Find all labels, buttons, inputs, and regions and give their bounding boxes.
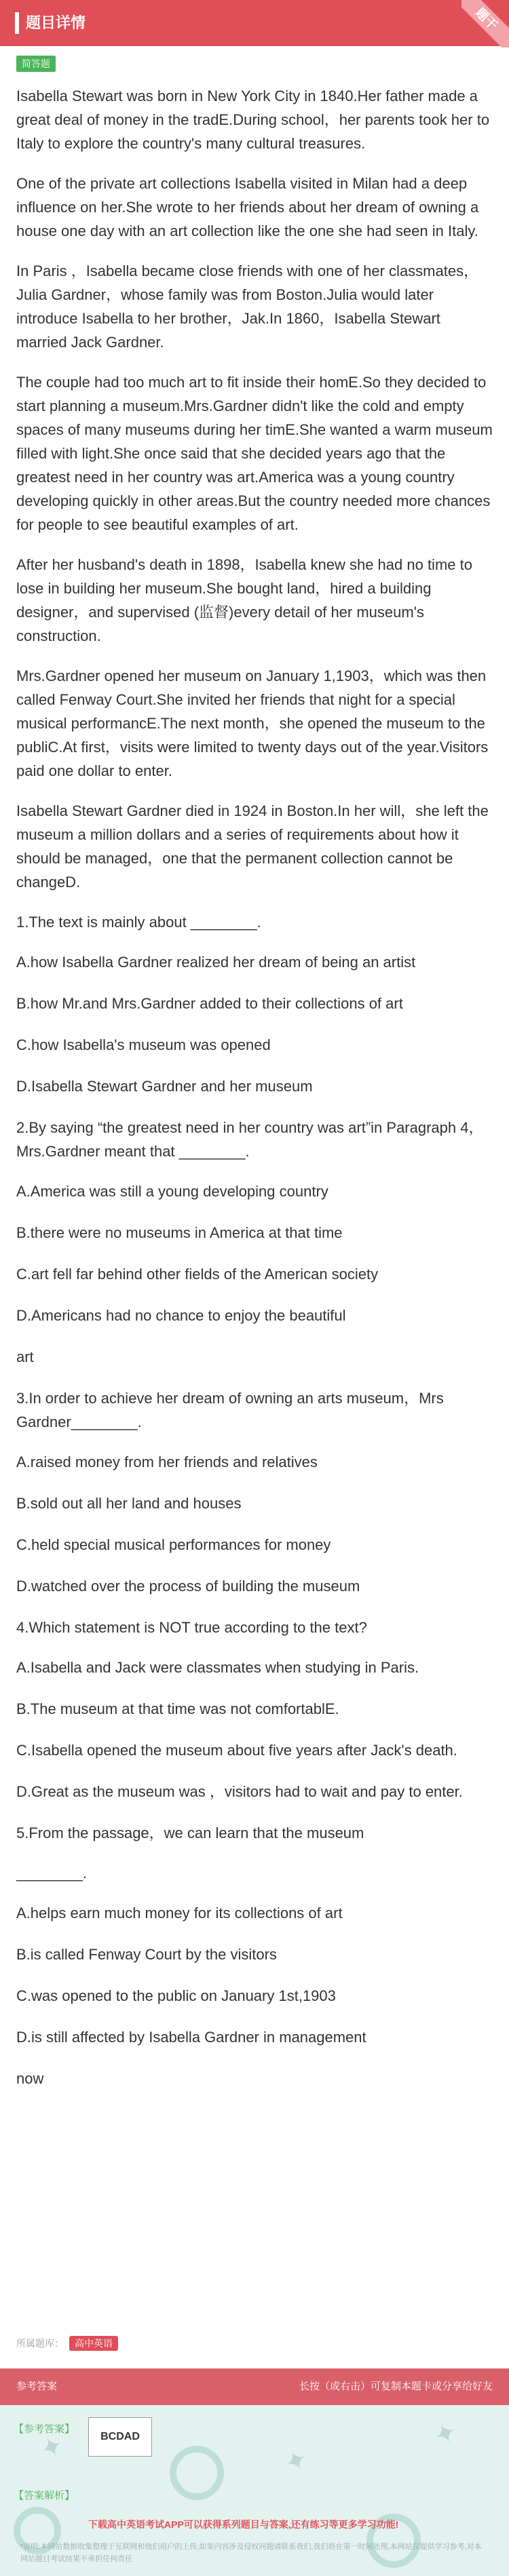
source-line	[16, 2336, 118, 2351]
answer-label: 【参考答案】	[14, 2423, 75, 2435]
passage-paragraph: The couple had too much art to fit inside their homE.So they decided to start planning a museum.Mrs.Gardner didn't like the cold and empty spaces of many museums during her timE.She wanted a warm museum filled with light.She once said that she decided years ago that the greatest need in her country was art.America was a young country developing quickly in other areas.But the country needed more chances for people to see beautiful examples of art.	[16, 374, 493, 533]
question-stem: 2.By saying “the greatest need in her country was art”in Paragraph 4，Mrs.Gardner meant that ________.	[16, 1119, 484, 1160]
question-option: D.is still affected by Isabella Gardner in management	[16, 2029, 366, 2046]
answer-image: BCDAD	[88, 2417, 152, 2457]
question-option: A.how Isabella Gardner realized her dream of being an artist	[16, 954, 416, 971]
question-stem: 4.Which statement is NOT true according to the text?	[16, 1619, 367, 1636]
question-option: B.there were no museums in America at that time	[16, 1224, 343, 1241]
question-option: D.Isabella Stewart Gardner and her museum	[16, 1078, 313, 1095]
question-option: D.Americans had no chance to enjoy the beautiful	[16, 1307, 346, 1324]
question-content	[16, 84, 493, 2108]
watermark-icon: ✦	[429, 2415, 463, 2453]
watermark-icon: ✦	[35, 2429, 69, 2467]
question-option: B.how Mr.and Mrs.Gardner added to their collections of art	[16, 995, 403, 1012]
corner-ribbon	[461, 0, 509, 47]
answer-area	[0, 2405, 509, 2576]
question-stem: 5.From the passage，we can learn that the museum	[16, 1824, 364, 1841]
question-option: C.art fell far behind other fields of the American society	[16, 1266, 379, 1283]
app-promo-link[interactable]: 下载高中英语考试APP可以获得系列题目与答案,还有练习等更多学习功能!	[88, 2519, 399, 2530]
question-stem: 1.The text is mainly about ________.	[16, 914, 261, 931]
question-option: D.watched over the process of building the museum	[16, 1578, 360, 1595]
disclaimer-text: *说明:本网站数据收集整理于互联网和他们用户的上传,如果内容涉及侵权问题请联系我们,我们将在第一时间处理,本网站仅提供学习参考,对本网站题目考试结果不承担任何责任	[20, 2543, 482, 2563]
corner-label: 题干	[461, 0, 509, 47]
analysis-label: 【答案解析】	[14, 2490, 75, 2501]
question-option: C.held special musical performances for money	[16, 1536, 331, 1553]
question-stem-blank: ________.	[16, 1865, 87, 1881]
question-option: C.was opened to the public on January 1st,1903	[16, 1987, 336, 2004]
answer-bar	[0, 2368, 509, 2405]
question-option: art	[16, 1348, 34, 1365]
header-marker	[15, 12, 19, 34]
source-label: 所属题库：	[16, 2338, 64, 2349]
question-option: now	[16, 2070, 44, 2087]
question-option: C.how Isabella's museum was opened	[16, 1036, 271, 1053]
question-option: B.sold out all her land and houses	[16, 1495, 242, 1512]
passage-paragraph: In Paris ，Isabella became close friends with one of her classmates，Julia Gardner，whose family was from Boston.Julia would later introduce Isabella to her brother，Jak.In 1860，Isabella Stewart married Jack Gardner.	[16, 262, 479, 351]
passage-paragraph: After her husband's death in 1898，Isabella knew she had no time to lose in building her museum.She bought land，hired a building designer，and supervised (监督)every detail of her museum's construction.	[16, 556, 472, 644]
watermark-logo-icon	[170, 2446, 224, 2500]
question-option: C.Isabella opened the museum about five years after Jack's death.	[16, 1742, 457, 1759]
question-option: A.raised money from her friends and relatives	[16, 1453, 318, 1470]
question-type-badge: 简答题	[16, 56, 56, 72]
passage-paragraph: One of the private art collections Isabella visited in Milan had a deep influence on her.She wrote to her friends about her dream of owning a house one day with an art collection like the one she had seen in Italy.	[16, 175, 479, 239]
subject-tag[interactable]: 高中英语	[69, 2336, 118, 2351]
question-option: A.Isabella and Jack were classmates when studying in Paris.	[16, 1659, 419, 1676]
question-option: B.is called Fenway Court by the visitors	[16, 1946, 277, 1963]
answer-title: 参考答案	[16, 2381, 58, 2392]
passage-paragraph: Isabella Stewart was born in New York City in 1840.Her father made a great deal of money in the tradE.During school，her parents took her to Italy to explore the country's many cultural treasures.	[16, 87, 490, 152]
passage-paragraph: Mrs.Gardner opened her museum on January 1,1903，which was then called Fenway Court.She invited her friends that night for a special musical performancE.The next month，she opened the museum to the publiC.At first，visits were limited to twenty days out of the year.Visitors paid one dollar to enter.	[16, 667, 489, 779]
question-stem: 3.In order to achieve her dream of owning an arts museum，Mrs Gardner________.	[16, 1390, 444, 1430]
header-bar	[0, 0, 509, 46]
question-option: B.The museum at that time was not comfortablE.	[16, 1700, 339, 1717]
watermark-icon: ✦	[280, 2442, 314, 2480]
question-option: A.America was still a young developing country	[16, 1183, 328, 1200]
share-hint[interactable]: 长按（或右击）可复制本题卡或分享给好友	[299, 2381, 493, 2392]
page-title: 题目详情	[26, 14, 86, 31]
question-option: D.Great as the museum was ，visitors had to wait and pay to enter.	[16, 1783, 463, 1800]
passage-paragraph: Isabella Stewart Gardner died in 1924 in Boston.In her will，she left the museum a million dollars and a series of requirements about how it should be managed，one that the permanent collection cannot be changeD.	[16, 802, 489, 891]
question-option: A.helps earn much money for its collections of art	[16, 1905, 343, 1921]
